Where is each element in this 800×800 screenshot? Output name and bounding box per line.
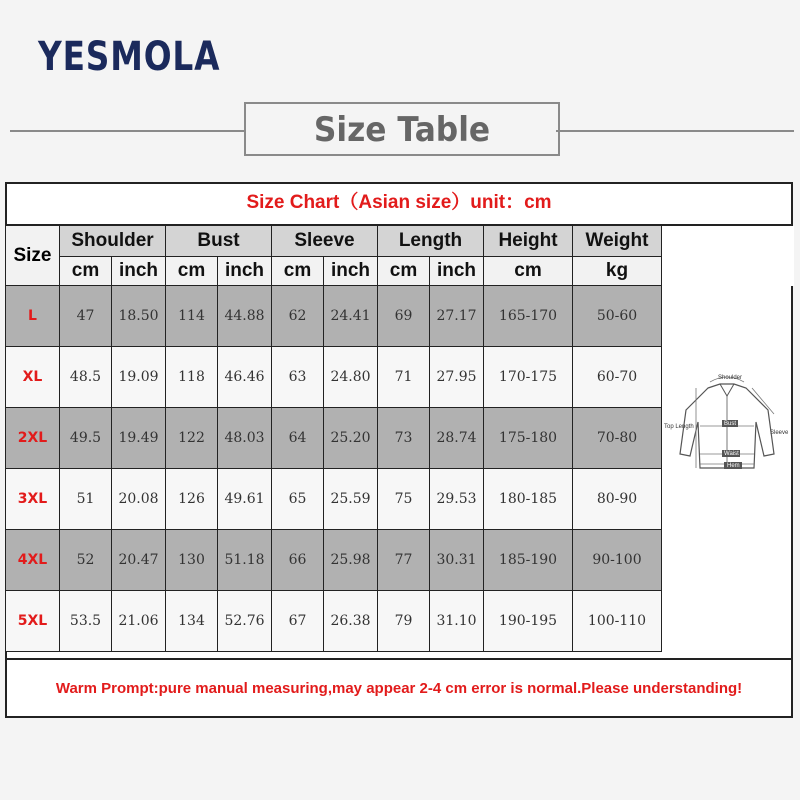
table-cell: 19.09 [112,347,166,408]
size-label: 5XL [6,591,60,652]
page-title: Size Table [313,110,491,150]
table-cell: 24.80 [324,347,378,408]
group-header-weight: Weight [573,226,662,257]
table-cell: 60-70 [573,347,662,408]
size-label: 3XL [6,469,60,530]
size-label: XL [6,347,60,408]
table-cell: 29.53 [430,469,484,530]
table-cell: 90-100 [573,530,662,591]
table-cell: 66 [272,530,324,591]
group-header-sleeve: Sleeve [272,226,378,257]
table-cell: 165-170 [484,286,573,347]
table-cell: 71 [378,347,430,408]
table-cell: 75 [378,469,430,530]
unit-header: inch [218,257,272,286]
table-cell: 25.98 [324,530,378,591]
unit-header: cm [272,257,324,286]
unit-header: inch [430,257,484,286]
title-rule-left [10,130,244,132]
table-cell: 63 [272,347,324,408]
group-header-bust: Bust [166,226,272,257]
unit-header: cm [378,257,430,286]
table-cell: 69 [378,286,430,347]
unit-header: cm [166,257,218,286]
table-cell: 25.20 [324,408,378,469]
table-cell: 122 [166,408,218,469]
table-cell: 52.76 [218,591,272,652]
table-cell: 114 [166,286,218,347]
brand-logo: YESMOLA [38,34,221,80]
table-cell: 52 [60,530,112,591]
table-cell: 19.49 [112,408,166,469]
label-top-length: Top Length [664,424,694,430]
table-cell: 28.74 [430,408,484,469]
warm-prompt: Warm Prompt:pure manual measuring,may appear 2-4 cm error is normal.Please understanding! [5,658,793,718]
table-cell: 170-175 [484,347,573,408]
unit-header: cm [60,257,112,286]
table-cell: 47 [60,286,112,347]
title-rule-right [556,130,794,132]
table-cell: 70-80 [573,408,662,469]
table-cell: 53.5 [60,591,112,652]
table-cell: 130 [166,530,218,591]
table-cell: 180-185 [484,469,573,530]
unit-header: kg [573,257,662,286]
label-waist: Waist [724,451,739,457]
table-cell: 30.31 [430,530,484,591]
table-cell: 126 [166,469,218,530]
unit-header: inch [324,257,378,286]
table-cell: 49.61 [218,469,272,530]
table-cell: 20.08 [112,469,166,530]
group-header-shoulder: Shoulder [60,226,166,257]
table-cell: 31.10 [430,591,484,652]
table-cell: 27.17 [430,286,484,347]
table-cell: 26.38 [324,591,378,652]
table-cell: 77 [378,530,430,591]
table-cell: 73 [378,408,430,469]
label-bust: Bust [724,421,737,427]
table-cell: 48.03 [218,408,272,469]
measurement-illustration-cell [662,226,794,286]
table-cell: 190-195 [484,591,573,652]
table-cell: 50-60 [573,286,662,347]
table-cell: 118 [166,347,218,408]
table-cell: 134 [166,591,218,652]
table-cell: 49.5 [60,408,112,469]
table-row [6,286,794,347]
size-label: 4XL [6,530,60,591]
table-cell: 64 [272,408,324,469]
table-cell: 100-110 [573,591,662,652]
table-cell: 18.50 [112,286,166,347]
table-cell: 79 [378,591,430,652]
table-cell: 20.47 [112,530,166,591]
table-cell: 25.59 [324,469,378,530]
group-header-height: Height [484,226,573,257]
table-cell: 65 [272,469,324,530]
size-label: 2XL [6,408,60,469]
table-cell: 48.5 [60,347,112,408]
table-row [6,530,794,591]
label-sleeve: Sleeve [770,430,789,436]
table-cell: 44.88 [218,286,272,347]
table-cell: 51.18 [218,530,272,591]
measurement-illustration [662,370,792,480]
label-hem: Hem [727,463,740,469]
table-cell: 80-90 [573,469,662,530]
table-cell: 51 [60,469,112,530]
unit-header: inch [112,257,166,286]
size-label: L [6,286,60,347]
group-header-row [6,226,794,257]
chart-title: Size Chart（Asian size）unit：cm [5,182,793,226]
label-shoulder: Shoulder [718,375,743,381]
unit-header: cm [484,257,573,286]
table-cell: 27.95 [430,347,484,408]
table-cell: 21.06 [112,591,166,652]
table-cell: 67 [272,591,324,652]
table-cell: 24.41 [324,286,378,347]
group-header-length: Length [378,226,484,257]
table-row [6,591,794,652]
table-cell: 62 [272,286,324,347]
table-cell: 175-180 [484,408,573,469]
table-cell: 185-190 [484,530,573,591]
title-box [244,102,560,156]
size-column-header: Size [6,226,60,286]
table-cell: 46.46 [218,347,272,408]
